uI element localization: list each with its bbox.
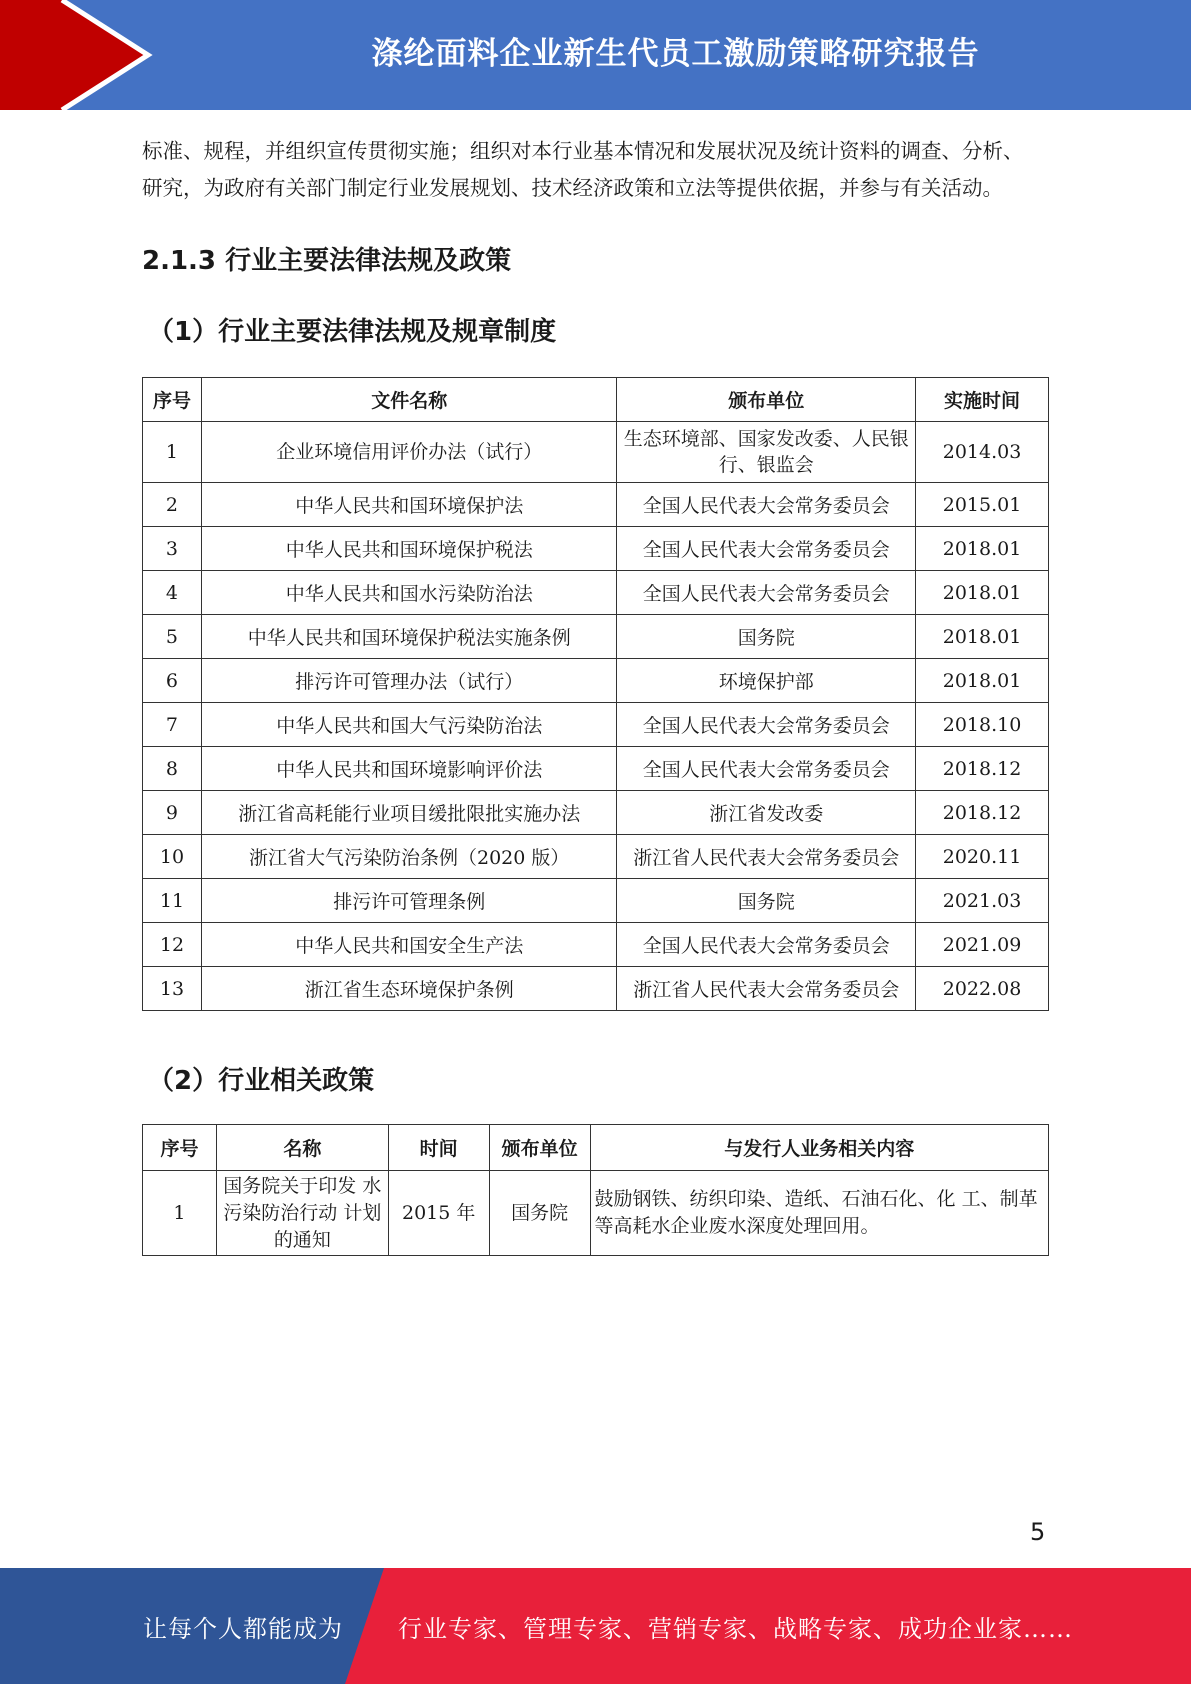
header-cell-name: 名称 [216,1125,388,1171]
row-time: 2015 年 [388,1171,489,1256]
row-date: 2021.09 [916,923,1049,967]
row-issuer: 环境保护部 [617,659,916,703]
row-issuer: 全国人民代表大会常务委员会 [617,483,916,527]
row-issuer: 全国人民代表大会常务委员会 [617,571,916,615]
footer-band [0,1568,1191,1684]
row-name: 中华人民共和国环境保护税法 [201,527,616,571]
laws-table [142,377,1049,1011]
row-name: 国务院关于印发 水污染防治行动 计划的通知 [216,1171,388,1256]
row-date: 2021.03 [916,879,1049,923]
header-cell-issuer: 颁布单位 [489,1125,590,1171]
row-index: 6 [143,659,202,703]
table-row [143,967,1049,1011]
policies-table-header [143,1125,1049,1171]
row-issuer: 浙江省人民代表大会常务委员会 [617,835,916,879]
table-row [143,791,1049,835]
table-row [143,422,1049,483]
row-index: 12 [143,923,202,967]
table-row [143,835,1049,879]
header-cell-index: 序号 [143,1125,217,1171]
intro-paragraph [142,133,1052,207]
header-cell-index: 序号 [143,378,202,422]
row-date: 2018.01 [916,615,1049,659]
table-row [143,483,1049,527]
header-cell-name: 文件名称 [201,378,616,422]
row-issuer: 国务院 [617,615,916,659]
row-index: 11 [143,879,202,923]
row-index: 13 [143,967,202,1011]
row-index: 8 [143,747,202,791]
row-index: 5 [143,615,202,659]
table-page-break [130,1256,1070,1286]
row-index: 2 [143,483,202,527]
table-row [143,659,1049,703]
row-name: 中华人民共和国环境影响评价法 [201,747,616,791]
row-index: 4 [143,571,202,615]
row-name: 中华人民共和国大气污染防治法 [201,703,616,747]
row-index: 7 [143,703,202,747]
table-row [143,747,1049,791]
row-issuer: 全国人民代表大会常务委员会 [617,923,916,967]
row-issuer: 全国人民代表大会常务委员会 [617,527,916,571]
intro-line-1: 标准、规程，并组织宣传贯彻实施；组织对本行业基本情况和发展状况及统计资料的调查、分析、 [142,139,1024,163]
row-name: 中华人民共和国环境保护法 [201,483,616,527]
section-heading: 2.1.3 行业主要法律法规及政策 [142,246,512,276]
row-index: 3 [143,527,202,571]
row-content: 鼓励钢铁、纺织印染、造纸、石油石化、化 工、制革等高耗水企业废水深度处理回用。 [590,1171,1048,1256]
row-date: 2018.01 [916,571,1049,615]
header-band [0,0,1191,110]
table-row [143,571,1049,615]
row-index: 1 [143,1171,217,1256]
row-date: 2018.12 [916,747,1049,791]
row-name: 企业环境信用评价办法（试行） [201,422,616,483]
document-title: 涤纶面料企业新生代员工激励策略研究报告 [371,35,980,72]
table-row [143,527,1049,571]
page-number: 5 [1030,1518,1046,1546]
header-cell-time: 时间 [388,1125,489,1171]
row-date: 2022.08 [916,967,1049,1011]
row-name: 排污许可管理办法（试行） [201,659,616,703]
row-issuer: 国务院 [617,879,916,923]
footer-slogan-right: 行业专家、管理专家、营销专家、战略专家、成功企业家…… [398,1614,1073,1643]
row-name: 中华人民共和国安全生产法 [201,923,616,967]
row-index: 10 [143,835,202,879]
row-name: 中华人民共和国水污染防治法 [201,571,616,615]
row-issuer: 浙江省人民代表大会常务委员会 [617,967,916,1011]
laws-table-header [143,378,1049,422]
row-name: 浙江省生态环境保护条例 [201,967,616,1011]
row-issuer: 浙江省发改委 [617,791,916,835]
row-date: 2015.01 [916,483,1049,527]
table-row [143,923,1049,967]
row-name: 中华人民共和国环境保护税法实施条例 [201,615,616,659]
row-issuer: 全国人民代表大会常务委员会 [617,747,916,791]
row-issuer: 全国人民代表大会常务委员会 [617,703,916,747]
row-date: 2018.12 [916,791,1049,835]
header-cell-date: 实施时间 [916,378,1049,422]
header-cell-issuer: 颁布单位 [617,378,916,422]
subheading-policies: （2）行业相关政策 [148,1066,375,1096]
row-date: 2018.10 [916,703,1049,747]
row-name: 浙江省大气污染防治条例（2020 版） [201,835,616,879]
table-row [143,1171,1049,1256]
row-issuer: 生态环境部、国家发改委、人民银行、银监会 [617,422,916,483]
row-name: 排污许可管理条例 [201,879,616,923]
row-date: 2020.11 [916,835,1049,879]
row-name: 浙江省高耗能行业项目缓批限批实施办法 [201,791,616,835]
table-row [143,703,1049,747]
row-date: 2018.01 [916,659,1049,703]
subheading-laws: （1）行业主要法律法规及规章制度 [148,317,557,347]
row-issuer: 国务院 [489,1171,590,1256]
header-cell-content: 与发行人业务相关内容 [590,1125,1048,1171]
row-index: 1 [143,422,202,483]
row-date: 2018.01 [916,527,1049,571]
row-index: 9 [143,791,202,835]
table-row [143,615,1049,659]
intro-line-2: 研究，为政府有关部门制定行业发展规划、技术经济政策和立法等提供依据，并参与有关活动。 [142,176,1003,200]
row-date: 2014.03 [916,422,1049,483]
table-row [143,879,1049,923]
footer-slogan-left: 让每个人都能成为 [143,1614,343,1643]
policies-table [142,1124,1049,1256]
